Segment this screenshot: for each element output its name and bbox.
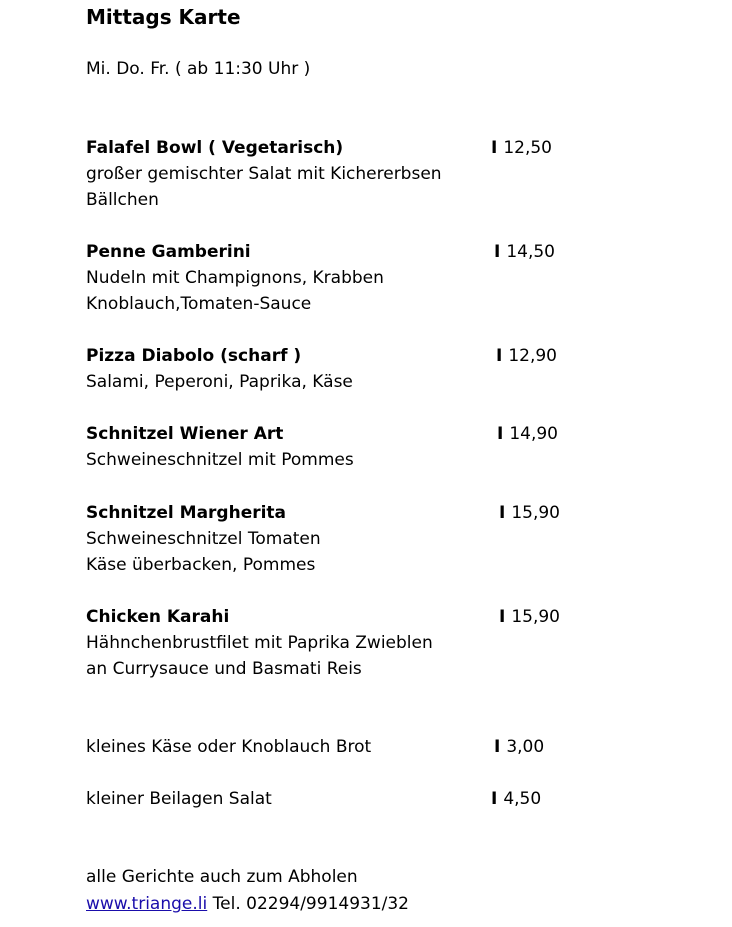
extra-item-price [494, 737, 544, 757]
item-description-line: Bällchen [86, 190, 159, 210]
item-price [496, 346, 557, 366]
price-separator: I [491, 789, 498, 809]
item-description-line: Schweineschnitzel mit Pommes [86, 450, 354, 470]
footer-contact [86, 894, 409, 914]
price-value: 15,90 [511, 503, 560, 523]
item-price [491, 138, 552, 158]
item-name: Pizza Diabolo (scharf ) [86, 346, 302, 366]
item-description-line: Käse überbacken, Pommes [86, 555, 316, 575]
price-separator: I [497, 424, 504, 444]
price-value: 3,00 [506, 737, 545, 757]
item-description-line: Schweineschnitzel Tomaten [86, 529, 321, 549]
item-description-line: Nudeln mit Champignons, Krabben [86, 268, 384, 288]
extra-item-price [491, 789, 541, 809]
menu-subtitle: Mi. Do. Fr. ( ab 11:30 Uhr ) [86, 59, 311, 79]
price-value: 12,90 [508, 346, 557, 366]
item-name: Falafel Bowl ( Vegetarisch) [86, 138, 344, 158]
item-name: Schnitzel Margherita [86, 503, 287, 523]
menu-title: Mittags Karte [86, 5, 241, 29]
item-description-line: Salami, Peperoni, Paprika, Käse [86, 372, 353, 392]
item-price [494, 242, 555, 262]
price-separator: I [499, 607, 506, 627]
item-description-line: Hähnchenbrustfilet mit Paprika Zwieblen [86, 633, 433, 653]
price-separator: I [494, 242, 501, 262]
extra-item-name: kleiner Beilagen Salat [86, 789, 272, 809]
price-separator: I [494, 737, 501, 757]
price-separator: I [496, 346, 503, 366]
price-value: 12,50 [503, 138, 552, 158]
price-separator: I [491, 138, 498, 158]
item-price [499, 503, 560, 523]
item-name: Chicken Karahi [86, 607, 230, 627]
extra-item-name: kleines Käse oder Knoblauch Brot [86, 737, 372, 757]
item-name: Schnitzel Wiener Art [86, 424, 284, 444]
price-value: 4,50 [503, 789, 542, 809]
item-price [499, 607, 560, 627]
website-link[interactable]: www.triange.li [86, 894, 208, 914]
item-description-line: Knoblauch,Tomaten-Sauce [86, 294, 312, 314]
item-description-line: großer gemischter Salat mit Kichererbsen [86, 164, 442, 184]
item-name: Penne Gamberini [86, 242, 251, 262]
phone-number: Tel. 02294/9914931/32 [207, 894, 410, 914]
price-value: 15,90 [511, 607, 560, 627]
price-separator: I [499, 503, 506, 523]
price-value: 14,90 [509, 424, 558, 444]
item-price [497, 424, 558, 444]
item-description-line: an Currysauce und Basmati Reis [86, 659, 362, 679]
price-value: 14,50 [506, 242, 555, 262]
footer-note: alle Gerichte auch zum Abholen [86, 867, 358, 887]
